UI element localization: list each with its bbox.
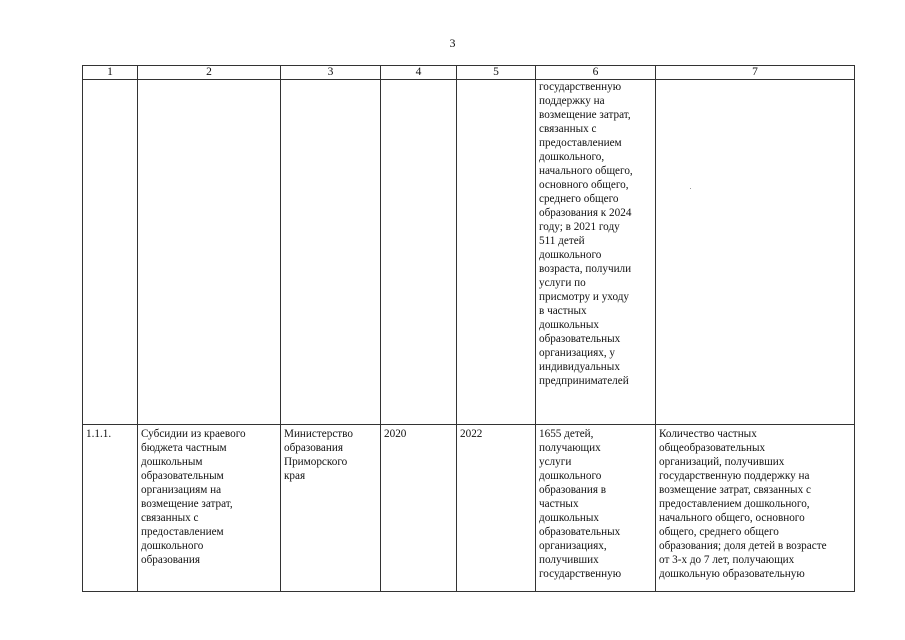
text-line: основного общего, xyxy=(539,179,629,191)
text-line: дошкольных xyxy=(539,512,599,524)
text-line: бюджета частным xyxy=(141,442,227,454)
text-line: Министерство xyxy=(284,428,353,440)
text-line: государственную xyxy=(539,81,622,93)
text-line: 1655 детей, xyxy=(539,428,594,440)
text-line: предоставлением xyxy=(539,137,622,149)
text-line: образования xyxy=(284,442,344,454)
table-row-continuation xyxy=(83,80,855,425)
text-line: общеобразовательных xyxy=(659,442,766,454)
indicator-cell xyxy=(656,425,855,592)
text-line: образовательных xyxy=(539,333,621,345)
item-number-cell: 1.1.1. xyxy=(83,425,138,592)
text-line: государственную поддержку на xyxy=(659,470,810,482)
text-line: образования; доля детей в возрасте xyxy=(659,540,827,552)
text-line: организациях, у xyxy=(539,347,616,359)
text-line: Количество частных xyxy=(659,428,757,440)
result-cell xyxy=(536,425,656,592)
column-number-2: 2 xyxy=(138,66,281,80)
column-number-4: 4 xyxy=(381,66,457,80)
text-line: дошкольного, xyxy=(539,151,605,163)
text-line: услуги xyxy=(539,456,572,468)
column-number-5: 5 xyxy=(457,66,536,80)
text-line: получивших xyxy=(539,554,599,566)
text-line: частных xyxy=(539,498,579,510)
text-line: дошкольного xyxy=(141,540,204,552)
text-line: государственную xyxy=(539,568,622,580)
text-line: организаций, получивших xyxy=(659,456,785,468)
column-number-7: 7 xyxy=(656,66,855,80)
result-cell-continuation xyxy=(536,80,656,425)
text-line: поддержку на xyxy=(539,95,605,107)
text-line: индивидуальных xyxy=(539,361,620,373)
text-line: общего, среднего общего xyxy=(659,526,779,538)
text-line: возмещение затрат, xyxy=(539,109,631,121)
text-line: связанных с xyxy=(141,512,199,524)
text-line: начального общего, xyxy=(539,165,633,177)
text-line: дошкольного xyxy=(539,470,602,482)
text-line: образовательным xyxy=(141,470,224,482)
scan-speck xyxy=(690,188,691,189)
cell-empty xyxy=(281,80,381,425)
text-line: возмещение затрат, xyxy=(141,498,233,510)
text-line: присмотру и уходу xyxy=(539,291,630,303)
text-line: среднего общего xyxy=(539,193,619,205)
text-line: дошкольную образовательную xyxy=(659,568,805,580)
end-year-cell: 2022 xyxy=(457,425,536,592)
page-number: 3 xyxy=(449,36,456,50)
column-number-6: 6 xyxy=(536,66,656,80)
text-line: образования в xyxy=(539,484,607,496)
text-line: края xyxy=(284,470,306,482)
text-line: дошкольных xyxy=(539,319,599,331)
cell-empty xyxy=(656,80,855,425)
table-row-item xyxy=(83,425,855,592)
text-line: предоставлением xyxy=(141,526,224,538)
start-year-cell: 2020 xyxy=(381,425,457,592)
executor-cell xyxy=(281,425,381,592)
column-number-1: 1 xyxy=(83,66,138,80)
cell-empty xyxy=(457,80,536,425)
text-line: Приморского xyxy=(284,456,348,468)
text-line: образовательных xyxy=(539,526,621,538)
text-line: предпринимателей xyxy=(539,375,629,387)
text-line: 511 детей xyxy=(539,235,585,247)
text-line: организациях, xyxy=(539,540,607,552)
text-line: году; в 2021 году xyxy=(539,221,620,233)
text-line: образования к 2024 xyxy=(539,207,632,219)
text-line: образования xyxy=(141,554,201,566)
text-line: начального общего, основного xyxy=(659,512,805,524)
text-line: от 3-х до 7 лет, получающих xyxy=(659,554,795,566)
text-line: в частных xyxy=(539,305,587,317)
cell-empty xyxy=(138,80,281,425)
text-line: получающих xyxy=(539,442,601,454)
text-line: организациям на xyxy=(141,484,222,496)
text-line: предоставлением дошкольного, xyxy=(659,498,810,510)
text-line: связанных с xyxy=(539,123,597,135)
table-header-row xyxy=(83,66,855,80)
column-number-3: 3 xyxy=(281,66,381,80)
text-line: Субсидии из краевого xyxy=(141,428,246,440)
program-table xyxy=(82,65,855,592)
item-name-cell xyxy=(138,425,281,592)
text-line: дошкольного xyxy=(539,249,602,261)
text-line: возраста, получили xyxy=(539,263,632,275)
text-line: услуги по xyxy=(539,277,586,289)
text-line: возмещение затрат, связанных с xyxy=(659,484,811,496)
text-line: дошкольным xyxy=(141,456,203,468)
cell-empty xyxy=(381,80,457,425)
cell-empty xyxy=(83,80,138,425)
